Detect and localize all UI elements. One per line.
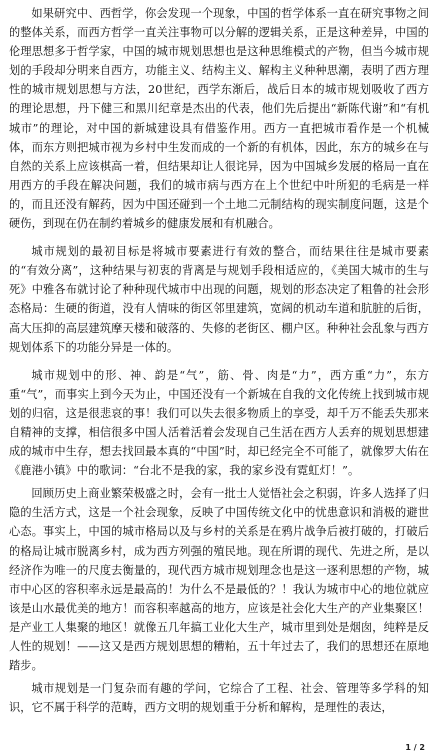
paragraph-4: 回顾历史上商业繁荣极盛之时，会有一批士人觉悟社会之积弱，许多人选择了归隐的生活方式，这是一个社会现象，反映了中国传统文化中的忧患意识和消极的避世心态。事实上，中国的城市格局以及与乡村的关系是在鸦片战争后被打破的，打破后的格局让城市脱离乡村，成为西方列强的殖民地。现在所谓的现代、先进之所，是以经济作为唯一的尺度去衡量的，现代西方城市规划理念也是这一逐利思想的产物，城市中心区的容积率永远是最高的！为什么不是最低的？！我认为城市中心的地位就应该是山水最优美的地方！而容积率越高的地方，应该是社会化大生产的产业集聚区！是产业工人集聚的地区！就像五几年搞工业化大生产，城市里到处是烟囱，纯粹是反人性的规划！——这又是西方规划思想的糟粕，五十年过去了，我们的思想还在原地踏步。 — [9, 487, 429, 673]
paragraph-1: 如果研究中、西哲学，你会发现一个现象，中国的哲学体系一直在研究事物之间的整体关系，而西方哲学一直关注事物可以分解的逻辑关系，正是这种差异，中国的伦理思想多于哲学家，中国的城市规划思想也是这种思维模式的产物，但当今城市规划的手段却分明来自西方，功能主义、结构主义、解构主义种种思潮，表明了西方理性的城市规划思想与方法，20世纪，西学东渐后，战后日本的城市规划吸收了西方的理论思想，丹下健三和黑川纪章是杰出的代表，他们先后提出“新陈代谢”和“有机城市”的理论，对中国的新城建设具有借鉴作用。西方一直把城市看作是一个机械体，而东方则把城市视为乡村中生发而成的一个新的有机体，因此，东方的城乡在与自然的关系上应该棋高一着，但结果却让人很诧异，因为中国城乡发展的格局一直在用西方的手段在解决问题，我们的城市病与西方在上个世纪中叶所犯的毛病是一样的，而且还没有解药，因为中国还碰到一个土地二元制结构的现实制度问题，这是个硬伤，到现在仍在制约着城乡的健康发展和有机融合。 — [9, 7, 429, 231]
paragraph-3: 城市规划中的形、神、韵是“气”，筋、骨、肉是“力”，西方重“力”，东方重“气”，而事实上到今天为止，中国还没有一个新城在自我的文化传统上找到城市规划的归宿，这是很悲哀的事！我们可以失去很多物质上的享受，却千万不能丢失那来自精神的支撑，相信很多中国人活着活着会发现自己生活在西方人丢弃的规划思想建成的城市中生存，想去找回最本真的“中国”时，却已经完全不可能了，就像罗大佑在《鹿港小镇》中的歌词：“台北不是我的家，我的家乡没有霓虹灯！”。 — [9, 368, 429, 478]
paragraph-2: 城市规划的最初目标是将城市要素进行有效的整合，而结果往往是城市要素的“有效分离”，这种结果与初衷的背离是与规划手段相适应的，《美国大城市的生与死》中雅各布就讨论了种种现代城市中出现的问题，规划的形态决定了粗鲁的社会形态格局：生硬的街道，没有人情味的街区邻里建筑，宽阔的机动车道和肮脏的后街，高大压抑的高层建筑摩天楼和破落的、失修的老街区、棚户区。种种社会乱象与西方规划体系下的功能分异是一体的。 — [9, 245, 429, 354]
paragraph-5: 城市规划是一门复杂而有趣的学问，它综合了工程、社会、管理等多学科的知识，它不属于科学的范畴，西方文明的规划重于分析和解构，是理性的表达， — [9, 682, 429, 715]
document-body — [9, 4, 429, 726]
page-number: 1 / 2 — [405, 743, 425, 752]
